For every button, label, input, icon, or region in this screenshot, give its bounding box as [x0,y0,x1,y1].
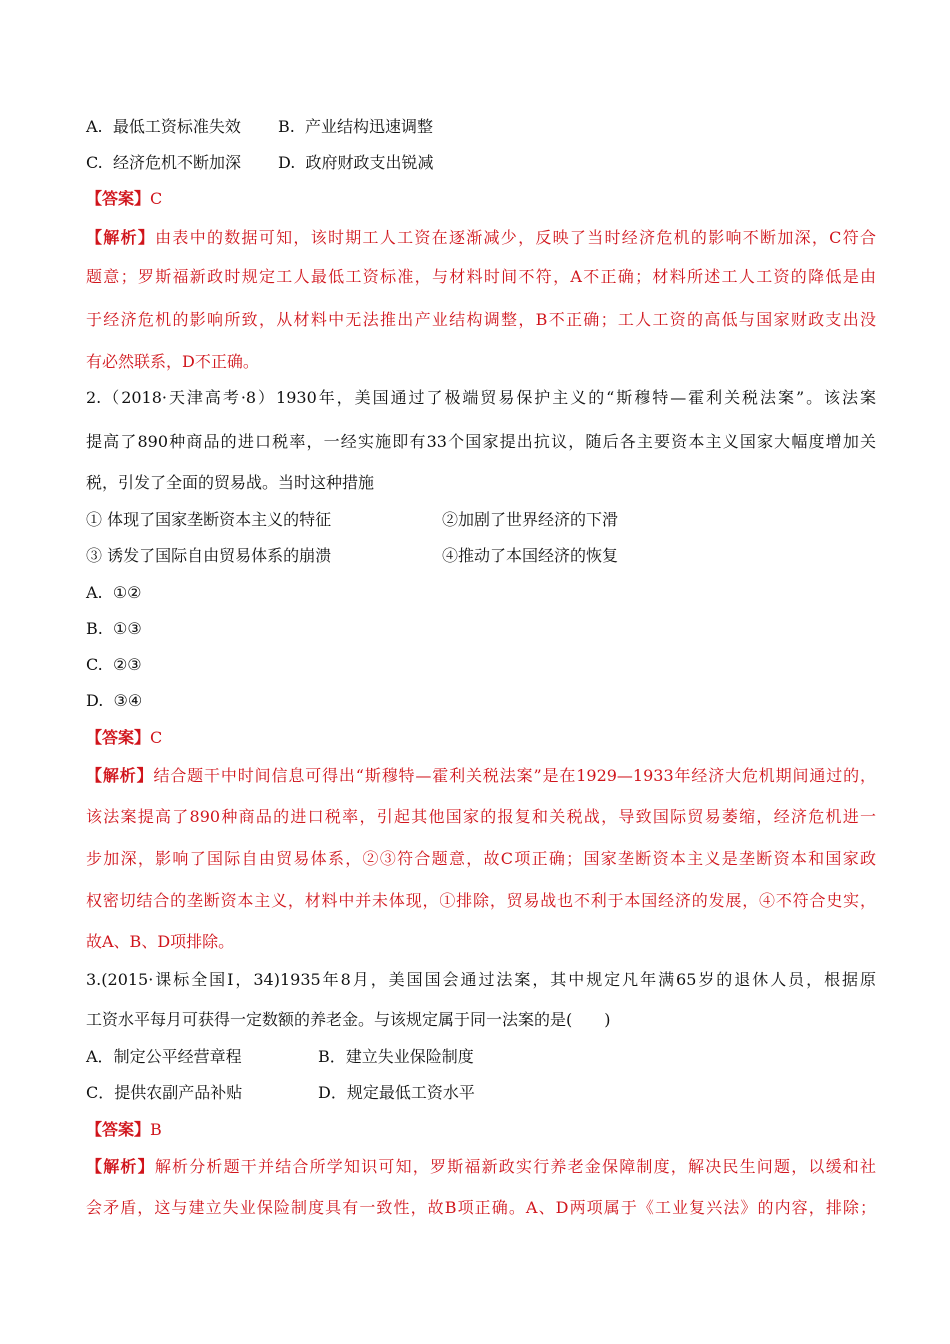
q1-analysis-line-1: 【解析】由表中的数据可知，该时期工人工资在逐渐减少，反映了当时经济危机的影响不断加深，C符合 [86,228,876,247]
q3-analysis-line-2: 会矛盾，这与建立失业保险制度具有一致性，故B项正确。A、D两项属于《工业复兴法》的内容，排除； [86,1198,876,1217]
q2-analysis-line-1: 【解析】结合题干中时间信息可得出“斯穆特—霍利关税法案”是在1929—1933年经济大危机期间通过的， [86,766,876,785]
q2-stem-line-3: 税，引发了全面的贸易战。当时这种措施 [86,473,375,492]
q2-statements-row-2 [86,546,876,566]
q3-options-row-1 [86,1047,876,1067]
q1-options-row-2 [86,153,876,173]
q2-option-d[interactable]: D. ③④ [86,691,143,710]
q3-stem-line-1: 3.(2015·课标全国Ⅰ，34)1935年8月，美国国会通过法案，其中规定凡年满65岁的退休人员，根据原 [86,970,876,989]
q2-analysis-line-4: 权密切结合的垄断资本主义，材料中并未体现，①排除，贸易战也不利于本国经济的发展，④不符合史实， [86,891,876,910]
analysis-label: 【解析】 [86,1157,155,1176]
q1-option-b[interactable]: B. 产业结构迅速调整 [278,117,434,136]
q2-statement-3: ③ 诱发了国际自由贸易体系的崩溃 [86,546,332,565]
q2-analysis-line-5: 故A、B、D项排除。 [86,932,235,951]
q2-statements-row-1 [86,510,876,530]
q3-option-d[interactable]: D．规定最低工资水平 [318,1083,475,1102]
q2-stem-line-1: 2.（2018·天津高考·8）1930年，美国通过了极端贸易保护主义的“斯穆特—霍利关税法案”。该法案 [86,388,876,407]
answer-label: 【答案】 [86,189,151,208]
q2-analysis-line-2: 该法案提高了890种商品的进口税率，引起其他国家的报复和关税战，导致国际贸易萎缩，经济危机进一 [86,807,876,826]
q1-option-d[interactable]: D. 政府财政支出锐减 [278,153,434,172]
q3-answer: 【答案】B [86,1120,162,1139]
q2-option-a[interactable]: A. ①② [86,583,142,602]
answer-label: 【答案】 [86,728,151,747]
q2-answer: 【答案】C [86,728,163,747]
q1-analysis-line-4: 有必然联系，D不正确。 [86,352,259,371]
q2-option-c[interactable]: C. ②③ [86,655,142,674]
q2-statement-4: ④推动了本国经济的恢复 [442,546,619,565]
analysis-label: 【解析】 [86,228,156,247]
q2-stem-line-2: 提高了890种商品的进口税率，一经实施即有33个国家提出抗议，随后各主要资本主义国家大幅度增加关 [86,432,876,451]
q1-analysis-line-2: 题意；罗斯福新政时规定工人最低工资标准，与材料时间不符，A不正确；材料所述工人工资的降低是由 [86,267,876,286]
q3-option-c[interactable]: C．提供农副产品补贴 [86,1083,243,1102]
q2-option-b[interactable]: B. ①③ [86,619,142,638]
q1-answer: 【答案】C [86,189,163,208]
q2-statement-2: ②加剧了世界经济的下滑 [442,510,619,529]
q3-option-b[interactable]: B．建立失业保险制度 [318,1047,474,1066]
q1-options-row-1 [86,117,876,137]
q1-option-c[interactable]: C. 经济危机不断加深 [86,153,241,172]
q3-options-row-2 [86,1083,876,1103]
analysis-label: 【解析】 [86,766,154,785]
q1-analysis-line-3: 于经济危机的影响所致，从材料中无法推出产业结构调整，B不正确；工人工资的高低与国家财政支出没 [86,310,876,329]
q3-analysis-line-1: 【解析】解析分析题干并结合所学知识可知，罗斯福新政实行养老金保障制度，解决民生问题，以缓和社 [86,1157,876,1176]
q3-option-a[interactable]: A．制定公平经营章程 [86,1047,242,1066]
q2-analysis-line-3: 步加深，影响了国际自由贸易体系，②③符合题意，故C项正确；国家垄断资本主义是垄断资本和国家政 [86,849,876,868]
q1-option-a[interactable]: A. 最低工资标准失效 [86,117,241,136]
q2-statement-1: ① 体现了国家垄断资本主义的特征 [86,510,332,529]
q3-stem-line-2: 工资水平每月可获得一定数额的养老金。与该规定属于同一法案的是( ) [86,1010,611,1029]
answer-label: 【答案】 [86,1120,151,1139]
